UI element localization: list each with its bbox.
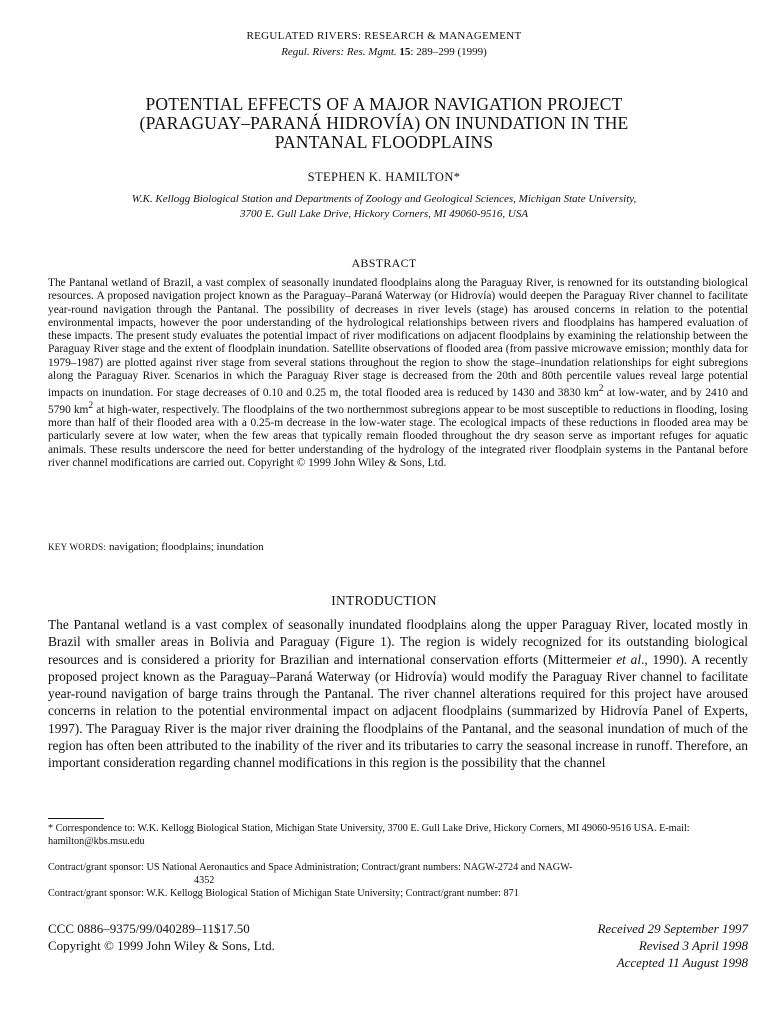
publication-codes: [48, 920, 448, 954]
article-title: [60, 95, 708, 152]
article-history: [448, 920, 748, 971]
journal-abbreviation: Regul. Rivers: Res. Mgmt.: [281, 46, 397, 58]
title-line: POTENTIAL EFFECTS OF A MAJOR NAVIGATION PROJECT: [145, 94, 623, 114]
revised-date: Revised 3 April 1998: [638, 938, 748, 953]
superscript: 2: [598, 384, 604, 394]
superscript: 2: [88, 401, 94, 412]
grant-line: 4352: [194, 874, 215, 886]
grant-footnote: Contract/grant sponsor: W.K. Kellogg Biological Station of Michigan State University; Contract/grant number: 871: [48, 888, 519, 899]
abstract-text-part: at high-water, respectively. The floodplains of the two northernmost subregions appear to be most susceptible to reductions in flooding, losing more than half of their flooded area with a 0.25-m decrease in the low-water stage. The ecological impacts of these reductions in flooded area may be particularly severe at low water, when the few areas that typically remain flooded throughout the dry season serve as important refuges for aquatic animals. These results underscore the need for better understanding of the hydrology of the integrated river floodplain systems in the Pantanal before river channel modifications are carried out. Copyright © 1999 John Wiley & Sons, Ltd.: [48, 403, 748, 469]
journal-volume: 15: [399, 46, 411, 58]
ccc-code: CCC 0886–9375/99/040289–11$17.50: [48, 921, 250, 936]
grant-line: Contract/grant sponsor: US National Aeronautics and Space Administration; Contract/grant numbers: NAGW-2724 and NAGW-: [48, 862, 573, 873]
abstract-text: [48, 277, 748, 470]
title-line: PANTANAL FLOODPLAINS: [274, 132, 494, 152]
keywords-label: KEY WORDS:: [48, 542, 107, 552]
affiliation-line: 3700 E. Gull Lake Drive, Hickory Corners, MI 49060-9516, USA: [239, 208, 529, 220]
citation-et-al: et al: [616, 651, 642, 667]
introduction-text-part: ., 1990). A recently proposed project known as the Paraguay–Paraná Waterway (or Hidrovía) would modify the Paraguay River channel to facilitate year-round navigation of barge trains through the Pantanal. The river channel alterations required for this project have aroused concerns in relation to the potential environmental impact on adjacent floodplains (summarized by Hidrovía Panel of Experts, 1997). The Paraguay River is the major river draining the floodplains of the Pantanal, and the seasonal inundation of much of the region has often been attributed to the inability of the river and its tributaries to carry the seasonal increase in runoff. Therefore, an important consideration regarding channel modifications in this region is the possibility that the channel: [48, 651, 748, 771]
introduction-text: [48, 616, 748, 772]
introduction-heading: INTRODUCTION: [331, 593, 437, 608]
copyright-notice: Copyright © 1999 John Wiley & Sons, Ltd.: [48, 938, 275, 953]
affiliation-line: W.K. Kellogg Biological Station and Departments of Zoology and Geological Sciences, Michigan State University,: [131, 193, 637, 205]
title-line: (PARAGUAY–PARANÁ HIDROVÍA) ON INUNDATION IN THE: [139, 113, 629, 133]
author-name: STEPHEN K. HAMILTON*: [307, 170, 461, 184]
correspondence-footnote: * Correspondence to: W.K. Kellogg Biological Station, Michigan State University, 3700 E. Gull Lake Drive, Hickory Corners, MI 49060-9516 USA. E-mail: hamilton@kbs.msu.edu: [48, 823, 690, 847]
journal-citation: [0, 46, 768, 58]
received-date: Received 29 September 1997: [597, 921, 748, 936]
journal-name: REGULATED RIVERS: RESEARCH & MANAGEMENT: [246, 30, 522, 42]
introduction-text-part: The Pantanal wetland is a vast complex of seasonally inundated floodplains along the upper Paraguay River, located mostly in Brazil with smaller areas in Bolivia and Paraguay (Figure 1). The region is widely recognized for its outstanding biological resources and is considered a priority for Brazilian and international conservation efforts (Mittermeier: [48, 617, 748, 667]
journal-pages: : 289–299 (1999): [410, 46, 487, 58]
keywords: [48, 541, 748, 553]
accepted-date: Accepted 11 August 1998: [616, 955, 748, 970]
grant-footnote: [48, 862, 748, 887]
footnote-divider: [48, 818, 104, 819]
abstract-heading: ABSTRACT: [351, 256, 417, 270]
abstract-text-part: The Pantanal wetland of Brazil, a vast complex of seasonally inundated floodplains along the Paraguay River, is renowned for its outstanding biological resources. A proposed navigation project known as the Paraguay–Paraná Waterway (or Hidrovía) would deepen the Paraguay River channel to facilitate year-round navigation through the Pantanal. The possibility of decreases in river levels (stage) has aroused concerns in relation to the potential environmental impacts, however the poor understanding of the hydrological relationships between rivers and floodplains has hampered evaluation of these impacts. The present study evaluates the potential impact of river modifications on adjacent floodplains by examining the relationship between the Paraguay River stage and the extent of floodplain inundation. Satellite observations of flooded area (from passive microwave emission; monthly data for 1979–1987) are plotted against river stage from several stations throughout the region to show the stage–inundation relationships for eight subregions along the Paraguay River. Scenarios in which the Paraguay River stage is decreased from the 20th and 80th percentile values reveal large potential impacts on inundation. For stage decreases of 0.10 and 0.25 m, the total flooded area is reduced by 1430 and 3830 km: [48, 277, 748, 399]
author-affiliation: [60, 192, 708, 222]
keywords-text: navigation; floodplains; inundation: [109, 541, 264, 553]
abstract-text-part: at low-water, and by 2410 and 5790 km: [48, 386, 748, 416]
